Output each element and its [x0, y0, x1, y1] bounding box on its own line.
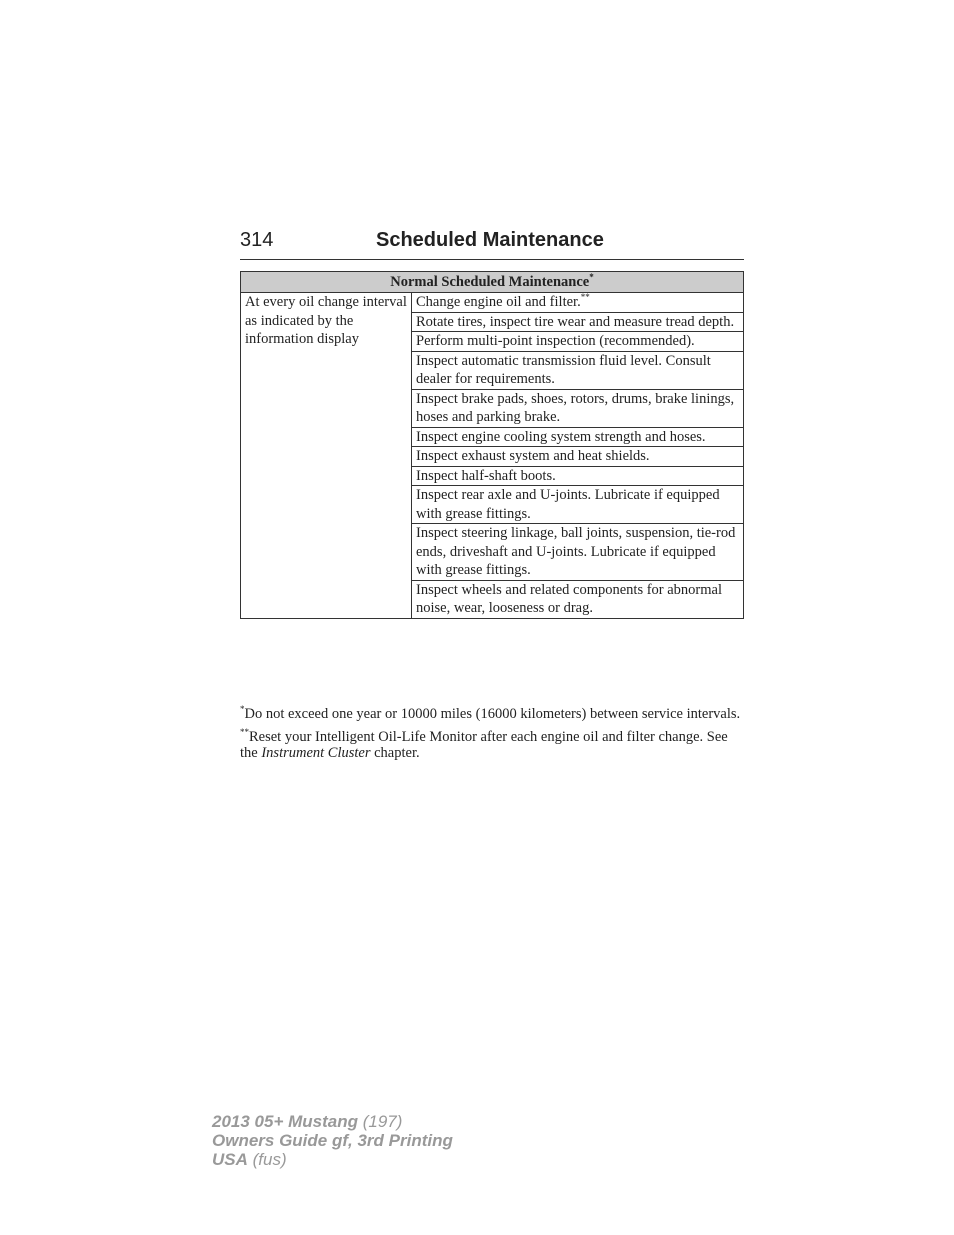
task-cell: Perform multi-point inspection (recommended). — [412, 332, 744, 352]
table-title — [241, 272, 744, 293]
task-cell: Inspect rear axle and U-joints. Lubricate if equipped with grease fittings. — [412, 486, 744, 524]
footnote-2-text-end: chapter. — [370, 745, 420, 761]
footnote-1-mark: * — [240, 704, 245, 715]
task-cell: Inspect brake pads, shoes, rotors, drums, brake linings, hoses and parking brake. — [412, 389, 744, 427]
task-text: Change engine oil and filter. — [416, 294, 581, 310]
footer-line-1 — [212, 1112, 453, 1131]
footer-model-code: (197) — [362, 1112, 403, 1131]
task-cell — [412, 293, 744, 313]
maintenance-table — [240, 271, 744, 619]
table-row — [241, 293, 744, 313]
footer-market-code: (fus) — [252, 1150, 287, 1169]
footnote-2 — [240, 726, 744, 762]
interval-cell: At every oil change interval as indicated by the information display — [241, 293, 412, 619]
task-cell: Inspect wheels and related components for abnormal noise, wear, looseness or drag. — [412, 580, 744, 618]
task-cell: Inspect engine cooling system strength and hoses. — [412, 427, 744, 447]
task-cell: Inspect half-shaft boots. — [412, 466, 744, 486]
table-title-footnote-mark: * — [589, 272, 594, 283]
footnote-2-text: Reset your Intelligent Oil-Life Monitor after each engine oil and filter change. See the — [240, 728, 728, 761]
footer-model: 2013 05+ Mustang — [212, 1112, 358, 1131]
table-title-text: Normal Scheduled Maintenance — [390, 274, 590, 290]
footnote-2-mark: ** — [240, 726, 249, 737]
footnote-1 — [240, 706, 744, 723]
table-header-row — [241, 272, 744, 293]
footnote-1-text: Do not exceed one year or 10000 miles (16000 kilometers) between service intervals. — [244, 706, 741, 722]
task-cell: Rotate tires, inspect tire wear and measure tread depth. — [412, 312, 744, 332]
footer-market: USA — [212, 1150, 248, 1169]
page-number: 314 — [240, 229, 274, 251]
task-footnote-mark: ** — [580, 292, 590, 303]
chapter-reference: Instrument Cluster — [261, 745, 371, 761]
print-footer — [212, 1112, 453, 1169]
footer-line-3 — [212, 1150, 453, 1169]
page-header — [240, 229, 744, 260]
footnotes — [240, 706, 744, 768]
section-title: Scheduled Maintenance — [376, 229, 604, 251]
task-cell: Inspect automatic transmission fluid level. Consult dealer for requirements. — [412, 351, 744, 389]
footer-line-2 — [212, 1131, 453, 1150]
footer-printing: Owners Guide gf, 3rd Printing — [212, 1131, 453, 1150]
task-cell: Inspect exhaust system and heat shields. — [412, 447, 744, 467]
task-cell: Inspect steering linkage, ball joints, suspension, tie-rod ends, driveshaft and U-joints. Lubricate if equipped with grease fittings. — [412, 524, 744, 581]
